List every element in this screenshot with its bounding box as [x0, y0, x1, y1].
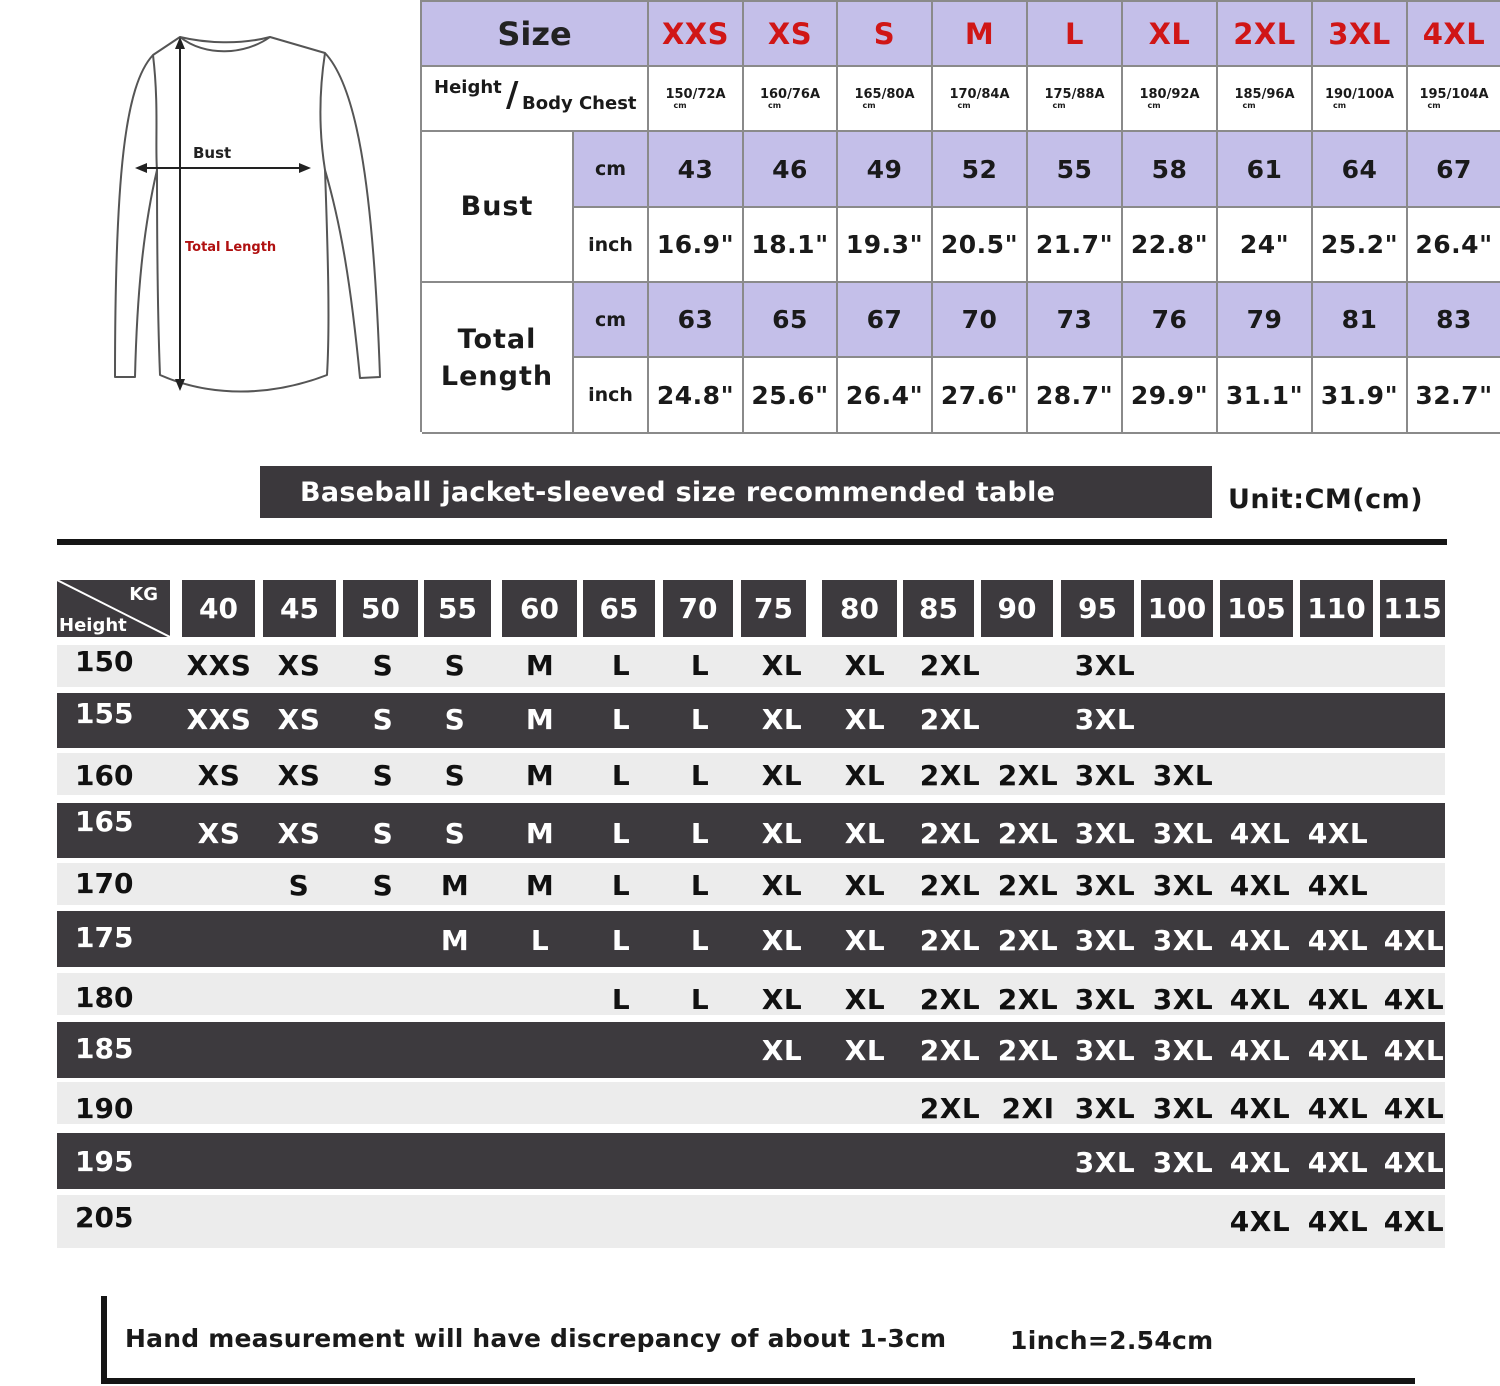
length-inch-value: 29.9"	[1123, 358, 1218, 434]
height-chest-value: 165/80A	[854, 86, 915, 102]
height-chest-unit: cm	[1147, 100, 1161, 110]
weight-col-header: 115	[1380, 580, 1445, 637]
length-inch-value: 28.7"	[1028, 358, 1123, 434]
weight-col-header: 45	[263, 580, 336, 637]
weight-col-header: 80	[822, 580, 897, 637]
length-inch-value: 32.7"	[1408, 358, 1500, 434]
weight-col-header: 85	[903, 580, 974, 637]
height-value: 190	[75, 1092, 134, 1125]
height-chest-unit: cm	[862, 100, 876, 110]
length-cm-value: 73	[1028, 283, 1123, 358]
corner-kg-label: KG	[129, 584, 158, 605]
recommend-row: 175 M L L L XL XL 2XL 2XL 3XL 3XL 4XL 4XL 4XL	[57, 911, 1445, 967]
recommend-row: 155 XXS XS S S M L L XL XL 2XL 3XL	[57, 693, 1445, 748]
height-chest-value: 175/88A	[1044, 86, 1105, 102]
recommend-row: 185 XL XL 2XL 2XL 3XL 3XL 4XL 4XL 4XL	[57, 1022, 1445, 1078]
bust-cm-value: 61	[1218, 132, 1313, 208]
recommend-row: 180 L L XL XL 2XL 2XL 3XL 3XL 4XL 4XL 4XL	[57, 973, 1445, 1015]
footer-bottom-rule	[101, 1378, 1415, 1384]
length-cm-unit: cm	[574, 283, 649, 358]
height-chest-value: 190/100A	[1324, 86, 1395, 102]
bust-cm-unit: cm	[574, 132, 649, 208]
weight-col-header: 70	[663, 580, 733, 637]
height-chest-value: 170/84A	[949, 86, 1010, 102]
bust-cm-value: 43	[649, 132, 744, 208]
recommend-row: 205 4XL 4XL 4XL	[57, 1195, 1445, 1248]
length-cm-value: 79	[1218, 283, 1313, 358]
height-chest-unit: cm	[1242, 100, 1256, 110]
bust-cm-value: 52	[933, 132, 1028, 208]
size-col-header: M	[933, 2, 1028, 67]
height-value: 170	[75, 867, 134, 900]
length-cm-value: 67	[838, 283, 933, 358]
bust-inch-value: 26.4"	[1408, 208, 1500, 283]
height-chest-unit: cm	[673, 100, 687, 110]
bust-cm-value: 64	[1313, 132, 1408, 208]
bust-inch-value: 20.5"	[933, 208, 1028, 283]
total-length-label: Total Length	[185, 240, 277, 255]
weight-col-header: 40	[182, 580, 255, 637]
slash-divider: /	[506, 75, 519, 115]
unit-label: Unit:CM(cm)	[1228, 484, 1424, 515]
weight-col-header: 55	[424, 580, 491, 637]
length-inch-value: 27.6"	[933, 358, 1028, 434]
measurement-note: Hand measurement will have discrepancy of about 1-3cm	[125, 1324, 947, 1353]
weight-col-header: 50	[343, 580, 418, 637]
height-value: 160	[75, 759, 134, 792]
body-chest-label: Body Chest	[522, 93, 637, 114]
length-inch-value: 26.4"	[838, 358, 933, 434]
weight-col-header: 75	[741, 580, 806, 637]
corner-header	[57, 580, 170, 637]
recommend-row: 165 XS XS S S M L L XL XL 2XL 2XL 3XL 3XL 4XL 4XL	[57, 803, 1445, 858]
size-col-header: L	[1028, 2, 1123, 67]
bust-inch-value: 16.9"	[649, 208, 744, 283]
size-col-header: XS	[744, 2, 838, 67]
inch-conversion: 1inch=2.54cm	[1010, 1326, 1214, 1355]
height-chest-unit: cm	[767, 100, 782, 110]
corner-height-label: Height	[59, 615, 127, 636]
weight-col-header: 90	[981, 580, 1053, 637]
recommend-row: 150 XXS XS S S M L L XL XL 2XL 3XL	[57, 645, 1445, 687]
length-cm-value: 63	[649, 283, 744, 358]
bust-label: Bust	[193, 144, 232, 162]
height-chest-unit: cm	[957, 100, 971, 110]
height-value: 185	[75, 1032, 134, 1065]
bust-cm-value: 58	[1123, 132, 1218, 208]
size-col-header: S	[838, 2, 933, 67]
recommend-row: 195 3XL 3XL 4XL 4XL 4XL	[57, 1133, 1445, 1189]
height-chest-value: 160/76A	[759, 86, 821, 102]
height-value: 155	[75, 697, 134, 730]
bust-cm-value: 67	[1408, 132, 1500, 208]
height-value: 165	[75, 805, 134, 838]
bust-inch-value: 21.7"	[1028, 208, 1123, 283]
bust-inch-value: 25.2"	[1313, 208, 1408, 283]
height-value: 205	[75, 1201, 134, 1234]
height-chest-value: 185/96A	[1234, 86, 1295, 102]
height-chest-unit: cm	[1427, 100, 1441, 110]
length-inch-value: 25.6"	[744, 358, 838, 434]
size-col-header: 3XL	[1313, 2, 1408, 67]
bust-cm-value: 46	[744, 132, 838, 208]
length-cm-value: 81	[1313, 283, 1408, 358]
height-chest-unit: cm	[1332, 100, 1347, 110]
height-value: 195	[75, 1145, 134, 1178]
length-inch-value: 31.9"	[1313, 358, 1408, 434]
bust-inch-value: 18.1"	[744, 208, 838, 283]
weight-col-header: 110	[1300, 580, 1373, 637]
length-inch-value: 31.1"	[1218, 358, 1313, 434]
weight-col-header: 65	[583, 580, 655, 637]
bust-inch-value: 24"	[1218, 208, 1313, 283]
height-value: 150	[75, 645, 134, 678]
height-chest-value: 195/104A	[1419, 86, 1489, 102]
bust-cm-value: 49	[838, 132, 933, 208]
recommend-row: 170 S S M M L L XL XL 2XL 2XL 3XL 3XL 4XL 4XL	[57, 863, 1445, 905]
bust-cm-value: 55	[1028, 132, 1123, 208]
recommend-row: 190 2XL 2XI 3XL 3XL 4XL 4XL 4XL	[57, 1082, 1445, 1124]
length-cm-value: 83	[1408, 283, 1500, 358]
size-col-header: 2XL	[1218, 2, 1313, 67]
height-chest-value: 180/92A	[1139, 86, 1200, 102]
height-value: 175	[75, 921, 134, 954]
length-label-line2: Length	[440, 360, 554, 392]
size-header: Size	[422, 2, 649, 67]
recommend-row: 160 XS XS S S M L L XL XL 2XL 2XL 3XL 3XL	[57, 753, 1445, 795]
weight-col-header: 105	[1220, 580, 1293, 637]
bust-inch-value: 22.8"	[1123, 208, 1218, 283]
length-cm-value: 76	[1123, 283, 1218, 358]
footer-left-rule	[101, 1296, 107, 1384]
length-label-line1: Total	[457, 323, 537, 355]
height-chest-unit: cm	[1052, 100, 1066, 110]
length-inch-unit: inch	[574, 358, 649, 434]
size-col-header: 4XL	[1408, 2, 1500, 67]
weight-col-header: 100	[1141, 580, 1213, 637]
weight-col-header: 95	[1061, 580, 1134, 637]
recommend-title: Baseball jacket-sleeved size recommended table	[300, 476, 1056, 508]
length-inch-value: 24.8"	[649, 358, 744, 434]
size-col-header: XL	[1123, 2, 1218, 67]
length-cm-value: 70	[933, 283, 1028, 358]
height-label: Height	[434, 77, 502, 98]
height-value: 180	[75, 981, 134, 1014]
weight-col-header: 60	[502, 580, 577, 637]
bust-row-label: Bust	[422, 132, 574, 283]
height-chest-value: 150/72A	[665, 86, 726, 102]
size-col-header: XXS	[649, 2, 744, 67]
length-cm-value: 65	[744, 283, 838, 358]
bust-inch-unit: inch	[574, 208, 649, 283]
bust-inch-value: 19.3"	[838, 208, 933, 283]
